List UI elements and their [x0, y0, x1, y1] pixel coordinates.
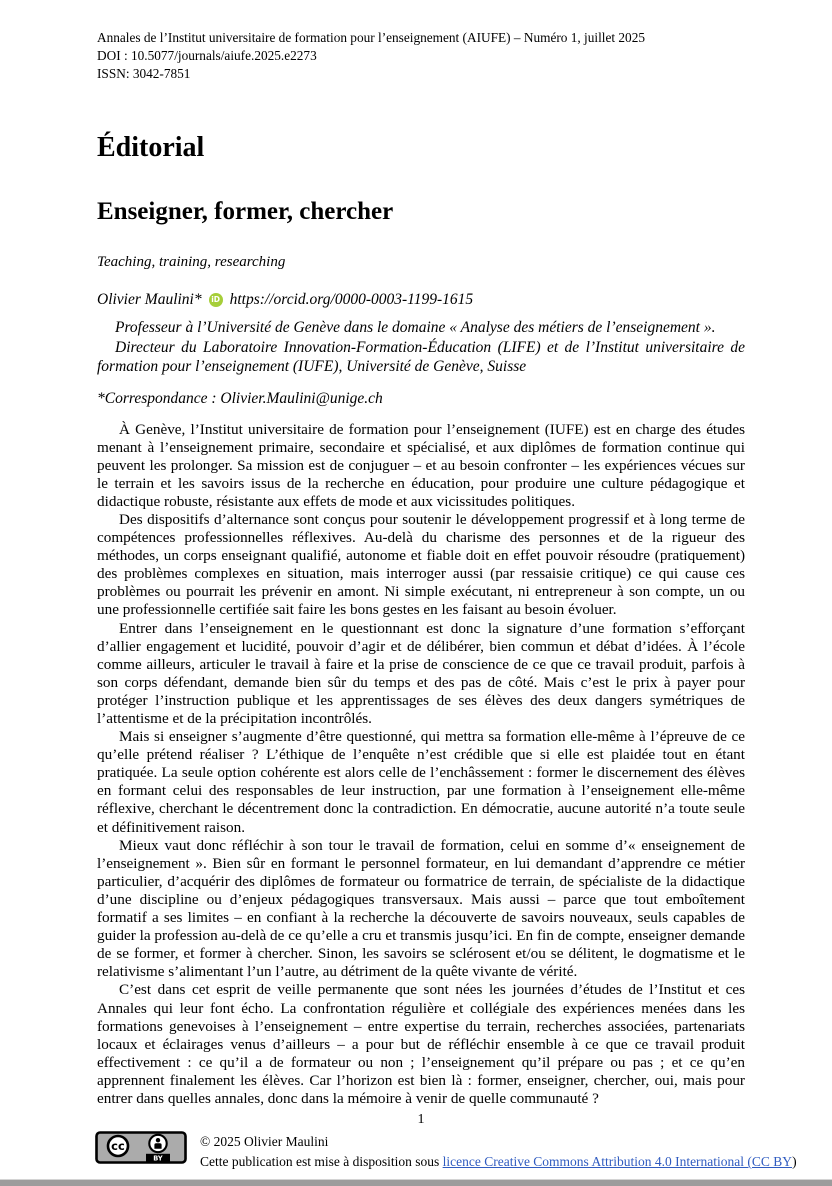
article-title-english: Teaching, training, researching — [97, 254, 286, 270]
svg-text:cc: cc — [111, 1139, 125, 1154]
orcid-icon[interactable]: iD — [209, 293, 223, 307]
body-paragraph: À Genève, l’Institut universitaire de formation pour l’enseignement (IUFE) est en charge des études menant à l’enseignement primaire, secondaire et spécialisé, et aux diplômes de formation continue qui peuvent les prolonger. Sa mission est de conjuguer – et au besoin confronter – les expériences vécues sur le terrain et les savoirs issus de la recherche en éducation, pour produire une culture pédagogique et didactique robuste, résistante aux effets de mode et aux vicissitudes politiques. — [97, 420, 745, 510]
section-title: Éditorial — [97, 132, 205, 163]
orcid-url-link[interactable]: https://orcid.org/0000-0003-1199-1615 — [229, 291, 474, 308]
doi-line: DOI : 10.5077/journals/aiufe.2025.e2273 — [97, 48, 317, 63]
correspondence-email: Olivier.Maulini@unige.ch — [220, 389, 383, 407]
body-paragraph: C’est dans cet esprit de veille permanente que sont nées les journées d’études de l’Institut et ces Annales qui leur font écho. La confrontation régulière et collégiale des expériences menées dans les formations genevoises à l’enseignement – entre expertise du terrain, recherches associées, partenariats locaux et éclairages venus d’ailleurs – a pour but de réfléchir ensemble à ce que ce travail produit effectivement : ce qu’il a de formateur ou non ; l’enseignement qu’il prépare ou pas ; et ce qu’en apprennent finalement les élèves. Car l’horizon est bien là : former, enseigner, chercher, oui, mais pour entrer dans quelles annales, donc dans la mémoire à venir de quelle communauté ? — [97, 981, 745, 1107]
body-paragraph: Mieux vaut donc réfléchir à son tour le travail de formation, celui en somme d’« enseignement de l’enseignement ». Bien sûr en formant le personnel formateur, en lui demandant d’apprendre ce métier particulier, d’acquérir des diplômes de formateur ou formatrice de terrain, de spécialiste de la didactique d’une discipline ou d’enjeux pédagogiques transversaux. Mais aussi – parce que tout emboîtement formatif a ses limites – en confiant à la recherche la découverte de savoirs nouveaux, seuls capables de guider la profession au-delà de ce qu’elle a cru et transmis jusqu’ici. En fin de compte, enseigner demande de se former, et former à chercher. Sinon, les savoirs se sclérosent et/ou se délitent, le dogmatisme et le relativisme s’alimentant l’un l’autre, au détriment de la quête vivante de vérité. — [97, 836, 745, 981]
journal-title-line: Annales de l’Institut universitaire de formation pour l’enseignement (AIUFE) – Numéro 1, juillet 2025 — [97, 30, 645, 45]
body-paragraph: Entrer dans l’enseignement en le questionnant est donc la signature d’une formation s’efforçant d’allier engagement et lucidité, pouvoir d’agir et de délibérer, bien commun et débat d’idées. À l’école comme ailleurs, articuler le travail à faire et la prise de conscience de ce que ce travail produit, parfois à son corps défendant, demande bien sûr du temps et des pas de côté. Mais c’est le prix à payer pour protéger l’instruction publique et les apprentissages de ses élèves des deux dangers symétriques de l’attentisme et de la précipitation incontrôlés. — [97, 619, 745, 727]
window-bottom-edge — [0, 1179, 832, 1186]
correspondence-line — [97, 389, 745, 408]
correspondence-label: *Correspondance : — [97, 389, 221, 407]
license-link[interactable]: licence Creative Commons Attribution 4.0 International (CC BY — [442, 1154, 793, 1170]
author-affiliation — [97, 318, 745, 377]
cc-by-badge-icon — [95, 1131, 187, 1164]
page-number: 1 — [417, 1112, 425, 1128]
license-line — [200, 1152, 797, 1172]
license-footer — [0, 1131, 832, 1172]
issn-line: ISSN: 3042-7851 — [97, 66, 191, 81]
affiliation-role: Professeur à l’Université de Genève dans le domaine « Analyse des métiers de l’enseignement ». — [115, 319, 716, 336]
license-suffix: ) — [792, 1154, 797, 1170]
running-header — [97, 29, 745, 83]
copyright-line: © 2025 Olivier Maulini — [200, 1134, 329, 1150]
license-prefix: Cette publication est mise à disposition sous — [200, 1154, 443, 1170]
body-paragraph: Des dispositifs d’alternance sont conçus pour soutenir le développement progressif et à long terme de compétences professionnelles réflexives. Au-delà du charisme des personnes et de la rigueur des méthodes, un corps enseignant qualifié, autonome et fiable doit en effet pouvoir résoudre (pratiquement) des problèmes complexes en situation, mais interroger aussi (par ressaisie critique) ce qui cause ces problèmes ou pourrait les prévenir en amont. Ni simple exécutant, ni entrepreneur à son compte, un ou une professionnelle certifiée sait faire les bons gestes en les faisant au besoin évoluer. — [97, 510, 745, 619]
author-name: Olivier Maulini* — [97, 291, 202, 308]
svg-text:BY: BY — [153, 1154, 163, 1163]
affiliation-direction: Directeur du Laboratoire Innovation-Formation-Éducation (LIFE) et de l’Institut universitaire de formation pour l’enseignement (IUFE), Université de Genève, Suisse — [97, 338, 745, 375]
article-body — [97, 421, 745, 1109]
article-title: Enseigner, former, chercher — [97, 198, 394, 225]
body-paragraph: Mais si enseigner s’augmente d’être questionné, qui mettra sa formation elle-même à l’épreuve de ce qu’elle prétend réaliser ? L’éthique de l’enquête n’est crédible que si elle est plaidée tout en étant pratiquée. La seule option cohérente est alors celle de l’enchâssement : former le discernement des élèves en formant celui des responsables de leur instruction, par une formation à l’enseignement elle-même réflexive, cherchant le décentrement donc la contradiction. En démocratie, aucune autorité n’a toute seule et définitivement raison. — [97, 728, 745, 836]
author-line — [97, 289, 745, 310]
